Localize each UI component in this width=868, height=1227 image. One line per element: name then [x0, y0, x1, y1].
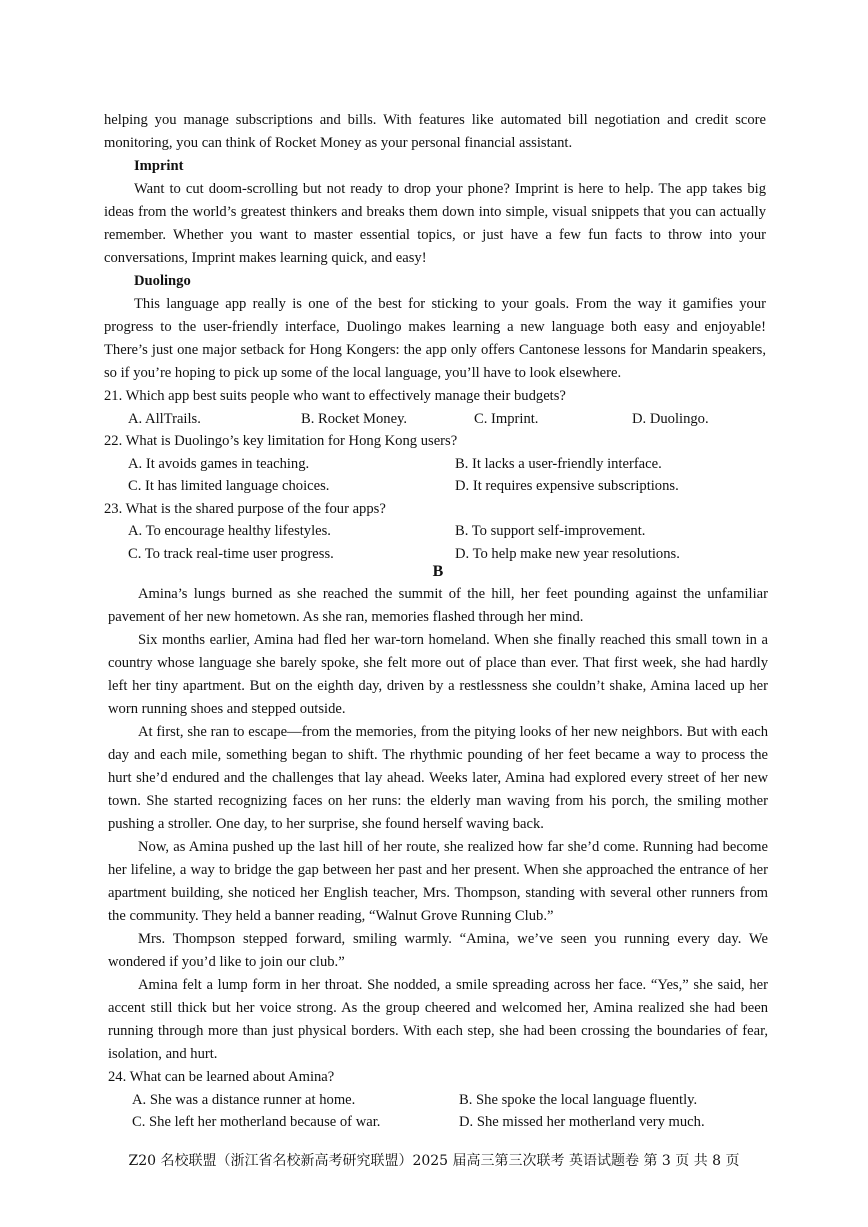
question-23-option-b: B. To support self-improvement. — [455, 523, 646, 539]
question-22-stem: 22. What is Duolingo’s key limitation for Hong Kong users? — [104, 433, 458, 449]
question-24-option-b: B. She spoke the local language fluently. — [459, 1091, 698, 1108]
question-22-option-a: A. It avoids games in teaching. — [128, 455, 310, 472]
story-paragraph-1: Amina’s lungs burned as she reached the summit of the hill, her feet pounding against the unfamiliar pavement of her new hometown. As she ran, memories flashed through her mind. — [108, 586, 768, 625]
imprint-paragraph: Want to cut doom-scrolling but not ready to drop your phone? Imprint is here to help. The app takes big ideas from the world’s greatest thinkers and breaks them down into simple, visual snippets that you can actually remember. Whether you want to master essential topics, or just have a few fun facts to throw into your conversations, Imprint makes learning quick, and easy! — [104, 181, 766, 266]
section-b-label: B — [432, 563, 444, 580]
question-23-option-c: C. To track real-time user progress. — [128, 545, 334, 562]
question-21-option-a: A. AllTrails. — [128, 410, 201, 427]
question-24-option-c: C. She left her motherland because of war. — [132, 1114, 381, 1130]
page-footer: Z20 名校联盟（浙江省名校新高考研究联盟）2025 届高三第三次联考 英语试题卷 第 3 页 共 8 页 — [128, 1153, 740, 1169]
question-21-option-b: B. Rocket Money. — [301, 410, 408, 427]
story-paragraph-3: At first, she ran to escape—from the memories, from the pitying looks of her new neighbors. But with each day and each mile, something began to shift. The rhythmic pounding of her feet became a way to process the hurt she’d endured and the challenges that lay ahead. Weeks later, Amina had explored every street of her new town. She started recognizing faces on her runs: the elderly man waving from his porch, the smiling mother pushing a stroller. One day, to her surprise, she found herself waving back. — [108, 724, 768, 832]
question-21-option-d: D. Duolingo. — [632, 410, 709, 427]
story-paragraph-5: Mrs. Thompson stepped forward, smiling warmly. “Amina, we’ve seen you running every day. We wondered if you’d like to join our club.” — [108, 931, 768, 970]
question-24-options-row1 — [108, 1089, 768, 1112]
story-paragraph-4: Now, as Amina pushed up the last hill of her route, she realized how far she’d come. Running had become her lifeline, a way to bridge the gap between her past and her present. When she approached the entrance of her apartment building, she noticed her English teacher, Mrs. Thompson, standing with several other runners from the community. They held a banner reading, “Walnut Grove Running Club.” — [108, 839, 768, 924]
question-21-stem: 21. Which app best suits people who want to effectively manage their budgets? — [104, 388, 566, 404]
question-23-option-d: D. To help make new year resolutions. — [455, 545, 680, 562]
question-22-option-c: C. It has limited language choices. — [128, 478, 330, 494]
question-24-option-a: A. She was a distance runner at home. — [132, 1091, 356, 1108]
question-24-stem: 24. What can be learned about Amina? — [108, 1069, 335, 1085]
duolingo-heading: Duolingo — [134, 273, 191, 289]
rocket-money-paragraph-tail: helping you manage subscriptions and bills. With features like automated bill negotiation and credit score monitoring, you can think of Rocket Money as your personal financial assistant. — [104, 112, 766, 151]
question-24-options-row2 — [108, 1111, 768, 1134]
question-22-options-row1 — [104, 453, 766, 476]
question-21-options — [104, 408, 766, 431]
story-paragraph-2: Six months earlier, Amina had fled her war-torn homeland. When she finally reached this small town in a country whose language she barely spoke, she felt more out of place than ever. That first week, she had hardly left her tiny apartment. But on the eighth day, driven by a restlessness she couldn’t shake, Amina laced up her worn running shoes and stepped outside. — [108, 632, 768, 717]
duolingo-paragraph: This language app really is one of the best for sticking to your goals. From the way it gamifies your progress to the user-friendly interface, Duolingo makes learning a new language both easy and enjoyable! There’s just one major setback for Hong Kongers: the app only offers Cantonese lessons for Mandarin speakers, so if you’re hoping to pick up some of the local language, you’ll have to look elsewhere. — [104, 296, 766, 381]
question-21-option-c: C. Imprint. — [474, 410, 539, 427]
imprint-heading: Imprint — [134, 158, 184, 174]
question-23-options-row1 — [104, 520, 766, 543]
story-paragraph-6: Amina felt a lump form in her throat. She nodded, a smile spreading across her face. “Yes,” she said, her accent still thick but her voice strong. As the group cheered and welcomed her, Amina realized she had been running through more than just physical borders. With each step, she had been crossing the boundaries of fear, isolation, and hurt. — [108, 977, 768, 1062]
section-a — [104, 109, 766, 565]
question-22-option-b: B. It lacks a user-friendly interface. — [455, 455, 662, 472]
question-22-options-row2 — [104, 475, 766, 498]
question-24-option-d: D. She missed her motherland very much. — [459, 1114, 705, 1130]
question-23-option-a: A. To encourage healthy lifestyles. — [128, 523, 331, 539]
question-22-option-d: D. It requires expensive subscriptions. — [455, 478, 679, 494]
question-23-stem: 23. What is the shared purpose of the four apps? — [104, 500, 386, 517]
section-b — [108, 561, 768, 1134]
